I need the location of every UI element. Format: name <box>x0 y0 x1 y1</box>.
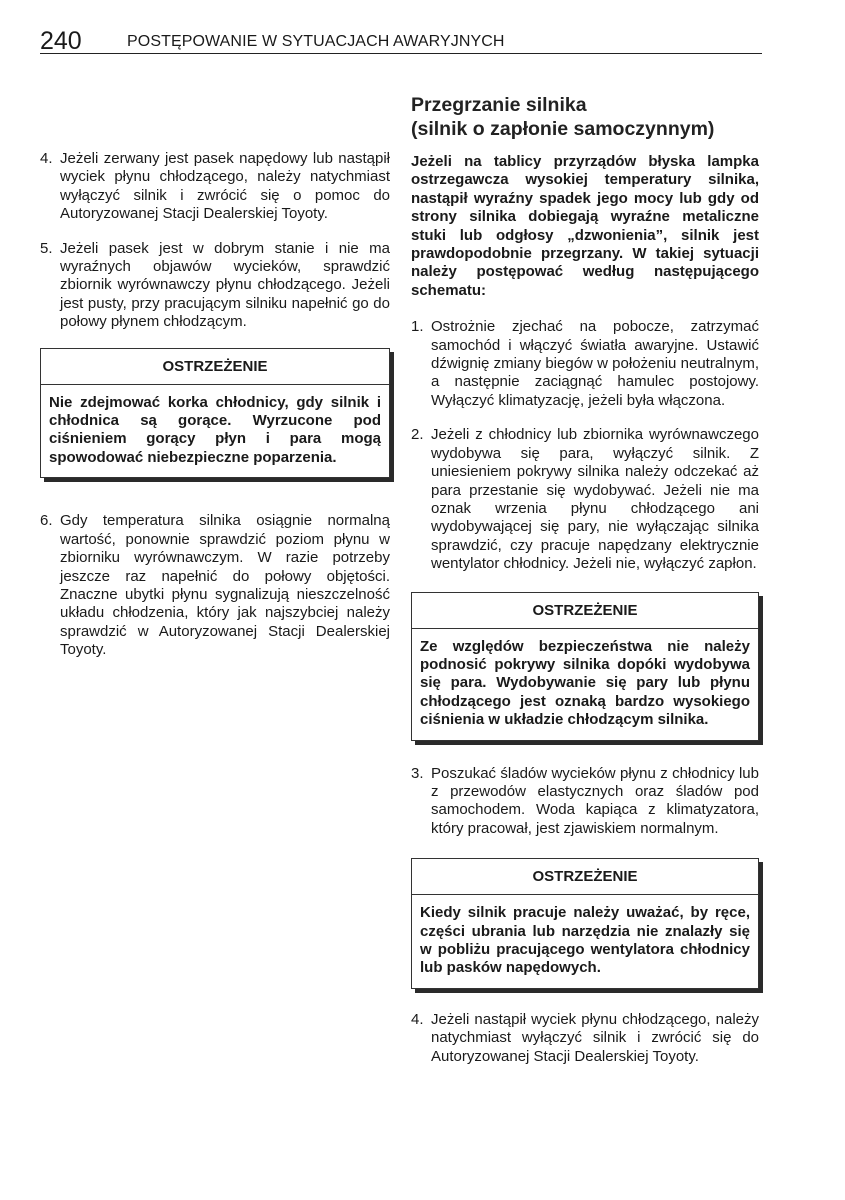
section-title <box>411 93 759 141</box>
item-number: 4. <box>40 150 53 167</box>
section-title-line: Przegrzanie silnika <box>411 94 587 116</box>
warning-text: Nie zdejmować korka chłodnicy, gdy silnik i chłodnica są gorące. Wyrzucone pod ciśnieniem gorący płyn i para mogą spowodować niebezpieczne poparzenia. <box>49 393 381 466</box>
list-item <box>40 512 390 659</box>
item-text: Jeżeli pasek jest w dobrym stanie i nie ma wyraźnych objawów wycieków, sprawdzić zbiornik wyrównawczy płynu chłodzącego. Jeżeli jest pusty, przy pracującym silniku napełnić go do połowy płynem chłodzącym. <box>60 239 390 331</box>
item-text: Ostrożnie zjechać na pobocze, zatrzymać samochód i włączyć światła awaryjne. Ustawić dźwignię zmiany biegów w położeniu neutralnym, a następnie zaciągnąć hamulec postojowy. Wyłączyć klimatyzację, jeżeli była włączona. <box>431 318 759 409</box>
warning-box <box>40 348 390 479</box>
warning-title: OSTRZEŻENIE <box>41 349 389 385</box>
warning-title: OSTRZEŻENIE <box>412 859 758 895</box>
item-text: Jeżeli nastąpił wyciek płynu chłodzącego, należy natychmiast wyłączyć silnik i zwrócić się do Autoryzowanej Stacji Dealerskiej Toyoty. <box>431 1010 759 1065</box>
item-number: 1. <box>411 318 424 336</box>
item-number: 3. <box>411 764 424 782</box>
item-number: 2. <box>411 426 424 444</box>
item-text: Poszukać śladów wycieków płynu z chłodnicy lub z przewodów elastycznych oraz śladów pod samochodem. Woda kapiąca z klimatyzatora, który pracował, jest zjawiskiem normalnym. <box>431 764 759 837</box>
list-item <box>411 765 759 839</box>
list-item <box>411 318 759 410</box>
page-header <box>40 28 762 54</box>
lead-paragraph: Jeżeli na tablicy przyrządów błyska lampka ostrzegawcza wysokiej temperatury silnika, nastąpił wyraźny spadek jego mocy lub gdy od strony silnika dobiegają wyraźne metaliczne stuki lub odgłosy „dzwonienia”, silnik jest prawdopodobnie przegrzany. W takiej sytuacji należy postępować według następującego schematu: <box>411 153 759 299</box>
section-title-line: (silnik o zapłonie samoczynnym) <box>411 118 715 140</box>
left-column <box>40 150 390 660</box>
item-number: 4. <box>411 1010 424 1028</box>
warning-box <box>411 592 759 741</box>
item-number: 6. <box>40 512 53 530</box>
list-item <box>40 150 390 224</box>
right-column <box>411 93 759 1066</box>
running-title: POSTĘPOWANIE W SYTUACJACH AWARYJNYCH <box>127 33 505 50</box>
list-item <box>411 426 759 573</box>
page-number: 240 <box>40 27 82 55</box>
warning-title: OSTRZEŻENIE <box>412 593 758 629</box>
item-text: Jeżeli z chłodnicy lub zbiornika wyrównawczego wydobywa się para, wyłączyć silnik. Z uniesieniem pokrywy silnika należy odczekać aż para przestanie się wydobywać. Jeżeli nie ma oznak wrzenia płynu chłodzącego ani wydobywającej się pary, nie wyłączając silnika sprawdzić, czy pracuje napędzany elektrycznie wentylator chłodnicy. Jeżeli nie, wyłączyć zapłon. <box>431 426 759 573</box>
warning-box <box>411 858 759 989</box>
warning-text: Kiedy silnik pracuje należy uważać, by ręce, części ubrania lub narzędzia nie znalazły się w pobliżu pracującego wentylatora chłodnicy lub pasków napędowych. <box>420 904 750 977</box>
warning-text: Ze względów bezpieczeństwa nie należy podnosić pokrywy silnika dopóki wydobywa się para. Wydobywanie się pary lub płynu chłodzącego jest oznaką bardzo wysokiego ciśnienia w układzie chłodzącym silnika. <box>420 637 750 729</box>
header-rule <box>40 53 762 54</box>
item-text: Gdy temperatura silnika osiągnie normalną wartość, ponownie sprawdzić poziom płynu w zbiorniku wyrównawczym. W razie potrzeby jeszcze raz napełnić do połowy objętości. Znaczne ubytki płynu sygnalizują nieszczelność układu chłodzenia, który jak najszybciej należy sprawdzić w Autoryzowanej Stacji Dealerskiej Toyoty. <box>60 512 390 659</box>
item-number: 5. <box>40 239 53 257</box>
item-text: Jeżeli zerwany jest pasek napędowy lub nastąpił wyciek płynu chłodzącego, należy natychmiast wyłączyć silnik i zwrócić się o pomoc do Autoryzowanej Stacji Dealerskiej Toyoty. <box>60 150 390 223</box>
list-item <box>411 1011 759 1066</box>
list-item <box>40 240 390 332</box>
